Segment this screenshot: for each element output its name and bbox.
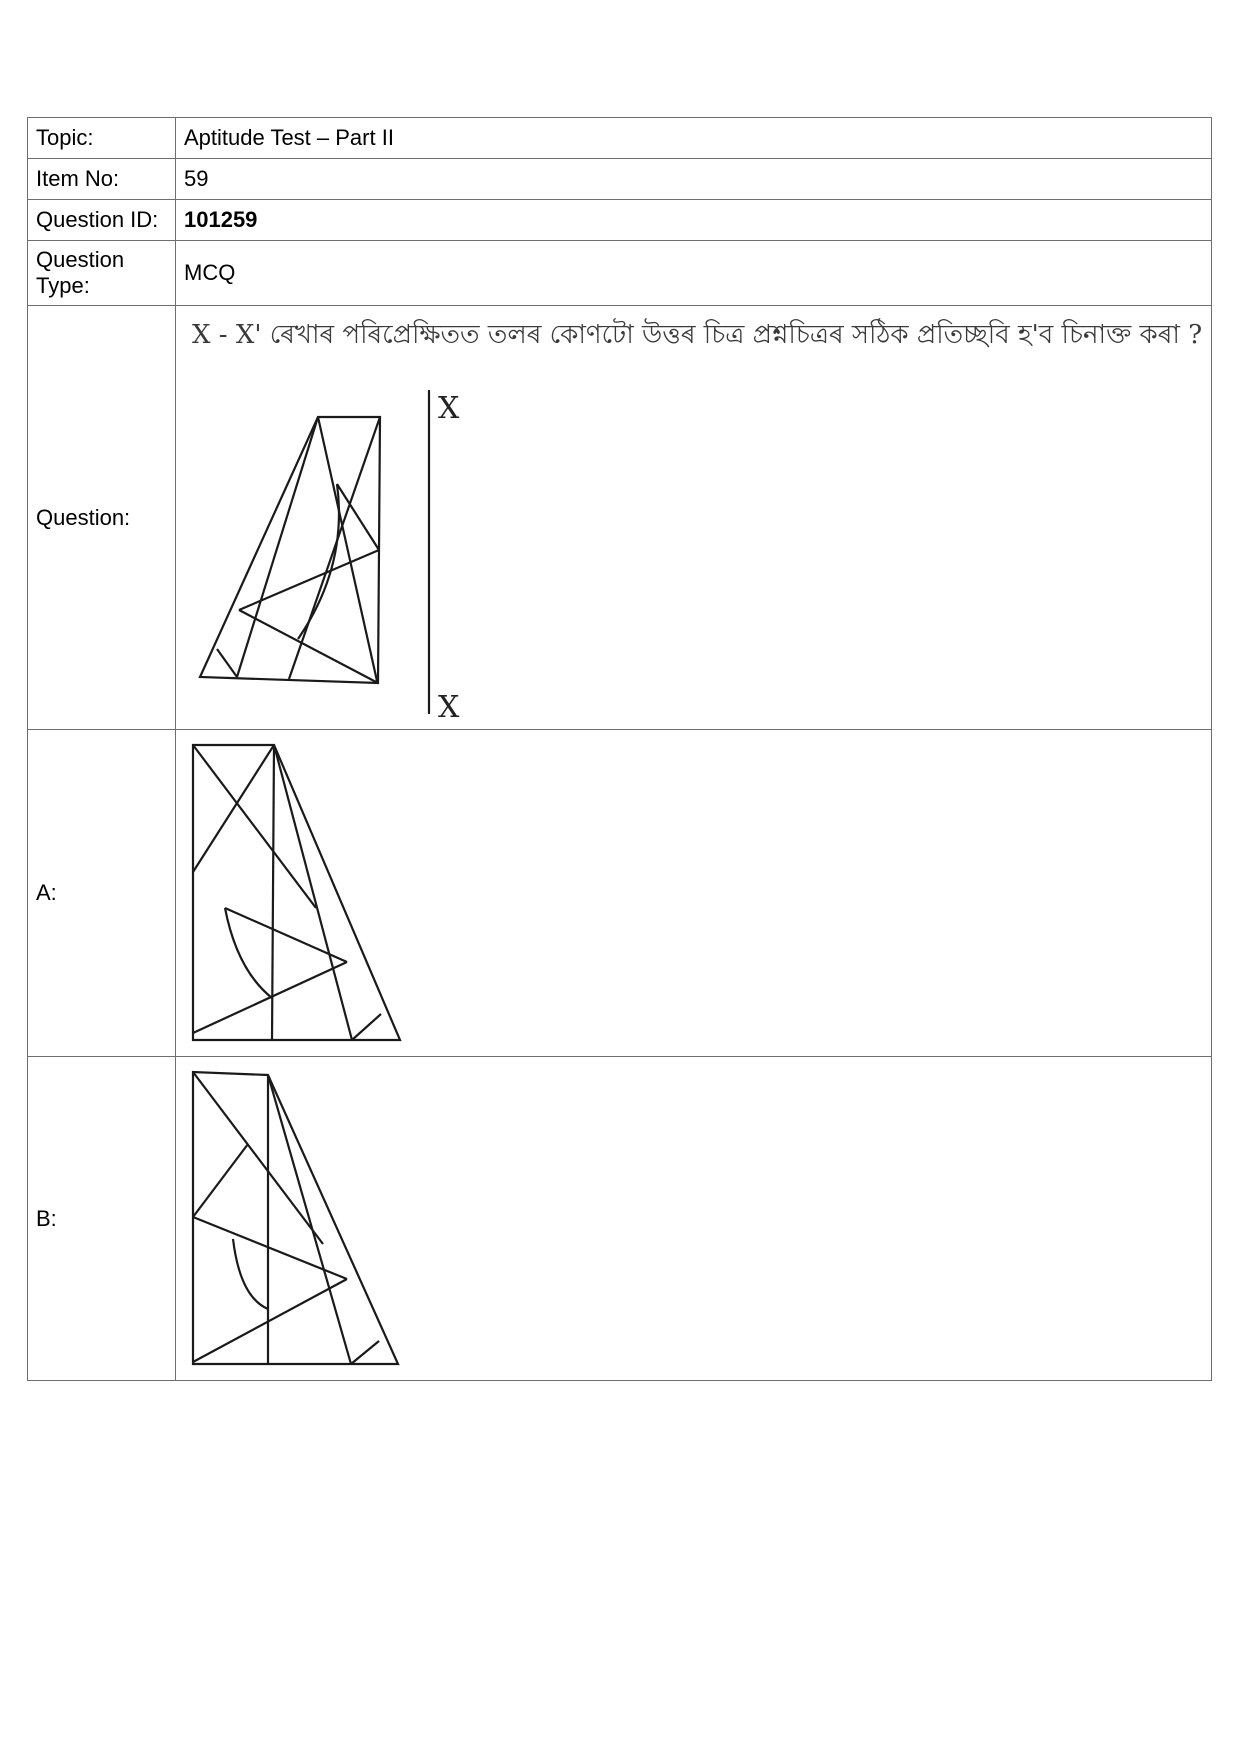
question-id-value: 101259 — [176, 200, 1212, 241]
option-b-row[interactable] — [28, 1057, 1212, 1381]
option-a-line — [274, 745, 352, 1040]
option-a-line — [193, 745, 274, 872]
option-b-label: B: — [28, 1057, 176, 1381]
option-a-line — [352, 1014, 381, 1040]
option-a-line — [225, 908, 347, 962]
question-line — [337, 484, 379, 550]
topic-value: Aptitude Test – Part II — [176, 118, 1212, 159]
option-b-line — [193, 1072, 323, 1244]
option-a-line — [193, 745, 316, 908]
option-a-cell[interactable] — [176, 730, 1212, 1057]
option-b-cell[interactable] — [176, 1057, 1212, 1381]
question-type-value: MCQ — [176, 241, 1212, 306]
question-cell — [176, 306, 1212, 730]
question-line — [318, 417, 377, 681]
option-b-arc — [233, 1239, 268, 1309]
question-id-label: Question ID: — [28, 200, 176, 241]
question-figure — [176, 306, 1211, 727]
question-id-row — [28, 200, 1212, 241]
item-row — [28, 159, 1212, 200]
option-b-line — [193, 1217, 347, 1279]
topic-label: Topic: — [28, 118, 176, 159]
option-b-figure-svg — [176, 1057, 1211, 1378]
option-a-row[interactable] — [28, 730, 1212, 1057]
question-line — [289, 417, 380, 679]
option-b-line — [351, 1341, 379, 1364]
axis-bottom-label: X — [438, 690, 460, 725]
option-a-label: A: — [28, 730, 176, 1057]
item-value: 59 — [176, 159, 1212, 200]
option-b-line — [193, 1144, 248, 1217]
option-b-figure[interactable] — [176, 1057, 1211, 1378]
question-line — [237, 417, 318, 677]
option-a-outer-shape — [193, 745, 400, 1040]
question-row — [28, 306, 1212, 730]
axis-top-label: X — [438, 391, 460, 426]
question-sheet — [27, 117, 1212, 1381]
item-label: Item No: — [28, 159, 176, 200]
option-a-arc — [225, 908, 272, 998]
question-text: X - X' ৰেখাৰ পৰিপ্ৰেক্ষিতত তলৰ কোণটো উত্তৰ চিত্ৰ প্ৰশ্নচিত্ৰৰ সঠিক প্ৰতিচ্ছবি হ'ব চিনাক্ত কৰা ? — [192, 320, 1203, 350]
option-b-line — [268, 1075, 351, 1364]
question-arc — [298, 484, 339, 639]
question-type-label: Question Type: — [28, 241, 176, 306]
question-line — [217, 649, 237, 677]
question-figure-svg — [176, 306, 1211, 727]
option-a-figure-svg — [176, 730, 1211, 1054]
option-b-outer-shape — [193, 1072, 398, 1364]
question-outer-shape — [200, 417, 380, 683]
topic-row — [28, 118, 1212, 159]
question-type-row — [28, 241, 1212, 306]
option-a-figure[interactable] — [176, 730, 1211, 1054]
question-label: Question: — [28, 306, 176, 730]
option-b-line — [193, 1279, 347, 1362]
